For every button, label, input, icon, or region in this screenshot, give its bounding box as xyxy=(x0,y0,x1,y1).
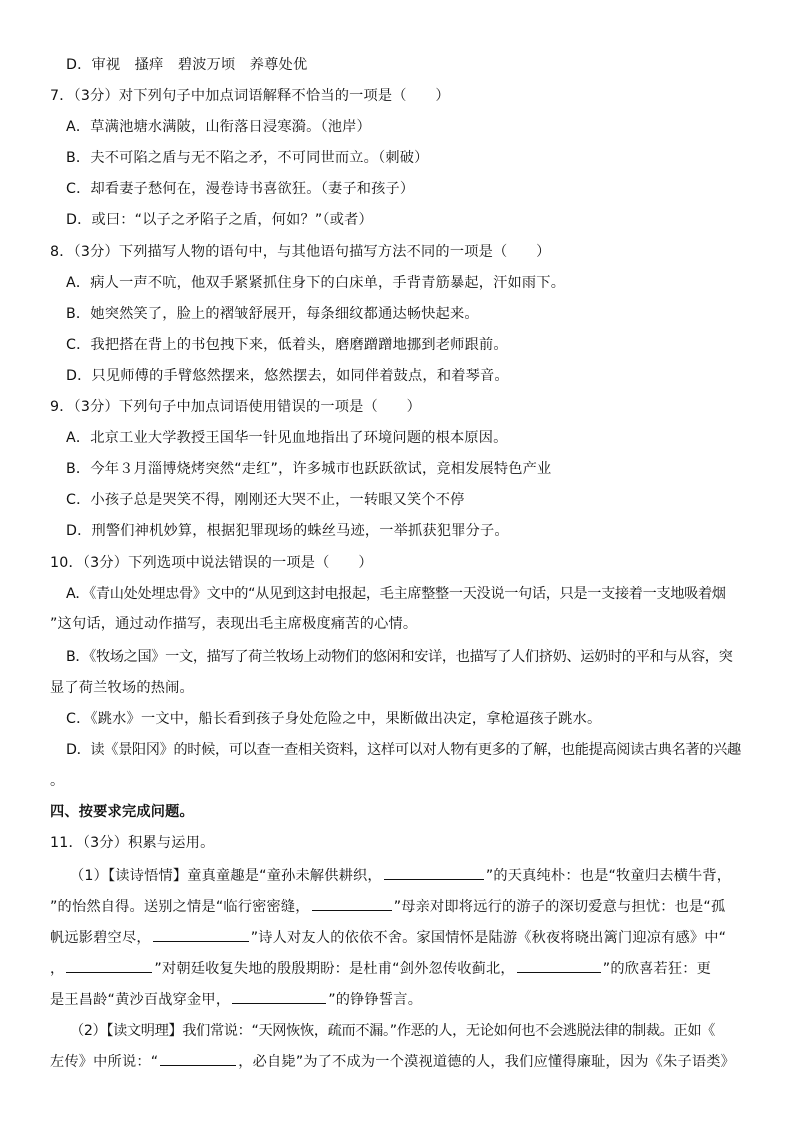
q11-p1-text: （1）【读诗悟情】童真童趣是“童孙未解供耕织， xyxy=(70,868,382,884)
q11-part1-line2 xyxy=(50,897,725,917)
q10-option-c: C．《跳水》一文中，船长看到孩子身处危险之中，果断做出决定，拿枪逼孩子跳水。 xyxy=(66,711,602,727)
q11-p1-text: ”母亲对即将远行的游子的深切爱意与担忧：也是“孤 xyxy=(393,899,726,915)
q11-p1-text: 帆远影碧空尽， xyxy=(50,930,151,946)
q8-stem: 8．（3分）下列描写人物的语句中，与其他语句描写方法不同的一项是（ ） xyxy=(50,244,551,260)
q11-part1-line4 xyxy=(50,959,711,979)
answer-blank[interactable] xyxy=(66,959,152,973)
q9-option-c: C．小孩子总是哭笑不得，刚刚还大哭不止，一转眼又笑个不停 xyxy=(66,492,465,508)
q11-p1-text: ”的铮铮誓言。 xyxy=(328,992,423,1008)
answer-blank[interactable] xyxy=(384,866,484,880)
q11-part1-line1 xyxy=(70,866,731,886)
q11-p2-text: ，必自毙”为了不成为一个漠视道德的人，我们应懂得廉耻，因为《朱子语类》 xyxy=(238,1054,735,1070)
q7-option-a: A．草满池塘水满陂，山衔落日浸寒漪。（池岸） xyxy=(66,119,371,135)
q11-p1-text: ， xyxy=(50,961,65,977)
q10-option-d-line2: 。 xyxy=(50,773,65,789)
q8-option-d: D．只见师傅的手臂悠然摆来，悠然摆去，如同伴着鼓点，和着琴音。 xyxy=(66,368,509,384)
answer-blank[interactable] xyxy=(232,990,326,1004)
q9-stem: 9．（3分）下列句子中加点词语使用错误的一项是（ ） xyxy=(50,399,422,415)
q10-option-b-line1: B．《牧场之国》一文，描写了荷兰牧场上动物们的悠闲和安详，也描写了人们挤奶、运奶时的平和与从容，突 xyxy=(66,649,733,665)
q8-option-c: C．我把搭在背上的书包拽下来，低着头，磨磨蹭蹭地挪到老师跟前。 xyxy=(66,337,508,353)
q7-option-d: D．或曰：“以子之矛陷子之盾，何如？”（或者） xyxy=(66,212,373,228)
q11-p2-text: 左传》中所说：“ xyxy=(50,1054,159,1070)
q9-option-d: D．刑警们神机妙算，根据犯罪现场的蛛丝马迹，一举抓获犯罪分子。 xyxy=(66,523,509,539)
q10-option-b-line2: 显了荷兰牧场的热闹。 xyxy=(50,680,194,696)
q11-p1-text: ”对朝廷收复失地的殷殷期盼：是杜甫“剑外忽传收蓟北， xyxy=(154,961,515,977)
q10-option-a-line2: ”这句话，通过动作描写，表现出毛主席极度痛苦的心情。 xyxy=(50,616,418,632)
q11-part1-line3 xyxy=(50,928,726,948)
q11-part2-line1: （2）【读文明理】我们常说：“天网恢恢，疏而不漏。”作恶的人，无论如何也不会逃脱法律的制裁。正如《 xyxy=(70,1023,716,1039)
q10-option-a-line1: A．《青山处处埋忠骨》文中的“从见到这封电报起，毛主席整整一天没说一句话，只是一支接着一支地吸着烟 xyxy=(66,586,726,602)
q7-option-c: C．却看妻子愁何在，漫卷诗书喜欲狂。（妻子和孩子） xyxy=(66,181,415,197)
answer-blank[interactable] xyxy=(160,1052,236,1066)
section-four-heading: 四、按要求完成问题。 xyxy=(50,804,194,820)
q8-option-b: B．她突然笑了，脸上的褶皱舒展开，每条细纹都通达畅快起来。 xyxy=(66,306,479,322)
q7-option-b: B．夫不可陷之盾与无不陷之矛，不可同世而立。（刺破） xyxy=(66,150,429,166)
answer-blank[interactable] xyxy=(517,959,601,973)
answer-blank[interactable] xyxy=(312,897,392,911)
q11-p1-text: ”诗人对友人的依依不舍。家国情怀是陆游《秋夜将晓出篱门迎凉有感》中“ xyxy=(250,930,727,946)
q10-stem: 10．（3分）下列选项中说法错误的一项是（ ） xyxy=(50,555,373,571)
q8-option-a: A．病人一声不吭，他双手紧紧抓住身下的白床单，手背青筋暴起，汗如雨下。 xyxy=(66,275,566,291)
q11-part2-line2 xyxy=(50,1052,735,1072)
q11-p1-text: ”的欣喜若狂：更 xyxy=(602,961,712,977)
q11-p1-text: ”的天真纯朴：也是“牧童归去横牛背， xyxy=(485,868,732,884)
q9-option-b: B．今年３月淄博烧烤突然“走红”，许多城市也跃跃欲试，竞相发展特色产业 xyxy=(66,461,552,477)
q11-part1-line5 xyxy=(50,990,422,1010)
q10-option-d-line1: D．读《景阳冈》的时候，可以查一查相关资料，这样可以对人物有更多的了解，也能提高阅读古典名著的兴趣 xyxy=(66,742,741,758)
q6-option-d: D．审视 搔痒 碧波万顷 养尊处优 xyxy=(66,57,308,73)
q7-stem: 7．（3分）对下列句子中加点词语解释不恰当的一项是（ ） xyxy=(50,88,450,104)
q9-option-a: A．北京工业大学教授王国华一针见血地指出了环境问题的根本原因。 xyxy=(66,430,508,446)
answer-blank[interactable] xyxy=(153,928,249,942)
q11-p1-text: 是王昌龄“黄沙百战穿金甲， xyxy=(50,992,231,1008)
q11-p1-text: ”的怡然自得。送别之情是“临行密密缝， xyxy=(50,899,310,915)
q11-stem: 11．（3分）积累与运用。 xyxy=(50,835,215,851)
